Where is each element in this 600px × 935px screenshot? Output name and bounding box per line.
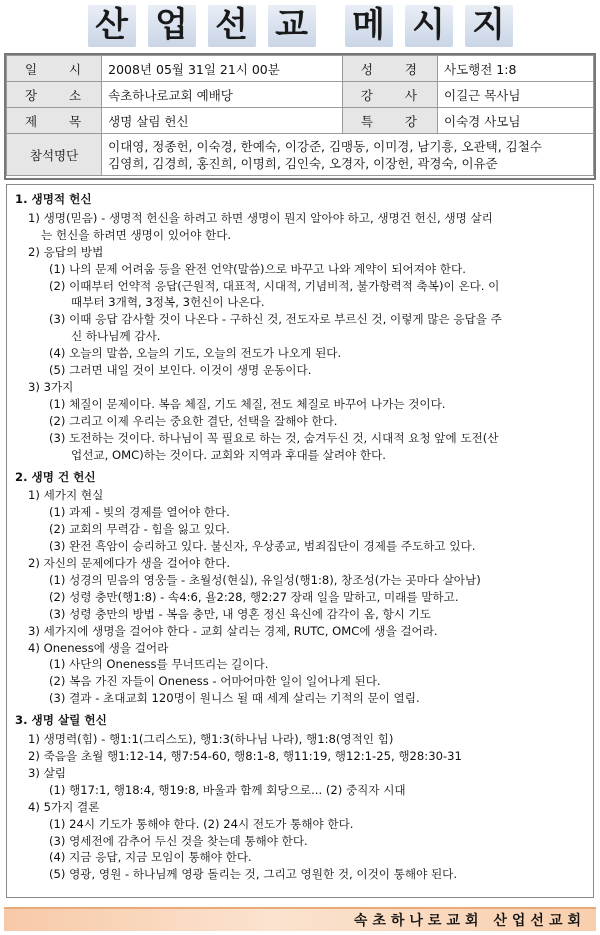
content-line: (3) 도전하는 것이다. 하나님이 꼭 필요로 하는 것, 숨겨두신 것, 시대적 요청 앞에 도전(산 — [49, 430, 499, 445]
info-row-place — [7, 82, 594, 108]
content-line: (1) 사단의 Oneness를 무너뜨리는 길이다. — [49, 657, 269, 672]
section-lines — [15, 210, 587, 464]
content-line: (1) 체질이 문제이다. 복음 체질, 기도 체질, 전도 체질로 바꾸어 나가는 것이다. — [49, 396, 446, 411]
special-value: 이숙경 사모님 — [438, 108, 594, 134]
content-line: (4) 지금 응답, 지금 모임이 통해야 한다. — [49, 850, 252, 865]
content-line: (1) 24시 기도가 통해야 한다. (2) 24시 전도가 통해야 한다. — [49, 816, 354, 831]
speaker-value: 이길근 목사님 — [438, 82, 594, 108]
title-char: 선 — [205, 2, 259, 48]
info-table — [6, 55, 594, 176]
content-line: (2) 성령 충만(행1:8) - 속4:6, 욜2:28, 행2:27 장래 일을 말하고, 미래를 말하고. — [49, 589, 459, 604]
content-line: (3) 성령 충만의 방법 - 복음 충만, 내 영혼 정신 육신에 감각이 옴, 항시 기도 — [49, 606, 431, 621]
sermon-content — [6, 184, 594, 898]
title-char: 업 — [145, 2, 199, 48]
info-row-attendees — [7, 134, 594, 176]
title-banner — [0, 0, 600, 50]
content-line: 때부터 3개혁, 3정복, 3헌신이 나온다. — [71, 295, 265, 310]
attendees-line: 김영희, 김경희, 홍진희, 이명희, 김인숙, 오경자, 이장헌, 곽경숙, 이유준 — [108, 155, 498, 171]
date-label: 일 시 — [7, 56, 102, 82]
content-line: 4) Oneness에 생을 걸어라 — [28, 640, 169, 655]
content-line: 업선교, OMC)하는 것이다. 교회와 지역과 후대를 살려야 한다. — [71, 447, 386, 462]
attendees-line: 이대영, 정종헌, 이숙경, 한예숙, 이강준, 김맹동, 이미경, 남기흥, 오관택, 김철수 — [108, 138, 542, 154]
place-value: 속초하나로교회 예배당 — [102, 82, 343, 108]
title-char: 메 — [342, 2, 396, 48]
content-line: 1) 생명(믿음) - 생명적 헌신을 하려고 하면 생명이 뭔지 알아야 하고, 생명건 헌신, 생명 살리 — [28, 210, 493, 225]
content-line: (5) 영광, 영원 - 하나님께 영광 돌리는 것, 그리고 영원한 것, 이것이 통해야 된다. — [49, 867, 458, 882]
content-line: (2) 복음 가진 자들이 Oneness - 어마어마한 일이 일어나게 된다. — [49, 674, 381, 689]
section-title: 3. 생명 살릴 헌신 — [15, 713, 107, 728]
content-line: 3) 세가지에 생명을 걸어야 한다 - 교회 살리는 경제, RUTC, OMC에 생을 걸어라. — [28, 623, 438, 638]
title-char: 지 — [462, 2, 516, 48]
info-row-topic — [7, 108, 594, 134]
section-title: 2. 생명 건 헌신 — [15, 469, 96, 484]
place-label: 장 소 — [7, 82, 102, 108]
content-line: (1) 나의 문제 어려움 등을 완전 언약(말씀)으로 바꾸고 나와 계약이 되어져야 한다. — [49, 261, 466, 276]
title-char: 산 — [85, 2, 139, 48]
verse-value: 사도행전 1:8 — [438, 56, 594, 82]
content-line: 3) 3가지 — [28, 379, 74, 394]
section-3 — [15, 712, 587, 883]
content-line: (1) 행17:1, 행18:4, 행19:8, 바울과 함께 회당으로... (2) 중직자 시대 — [49, 782, 406, 797]
content-line: (2) 교회의 무력감 - 힘을 잃고 있다. — [49, 522, 230, 537]
content-line: (1) 성경의 믿음의 영웅들 - 초월성(현실), 유일성(행1:8), 창조성(가는 곳마다 살아남) — [49, 572, 481, 587]
footer-banner — [4, 907, 596, 931]
footer-text: 속초하나로교회 산업선교회 — [353, 913, 586, 929]
attendees-label: 참석명단 — [7, 134, 102, 176]
content-line: 2) 자신의 문제에다가 생을 걸어야 한다. — [28, 556, 231, 571]
section-1 — [15, 191, 587, 464]
speaker-label: 강 사 — [342, 82, 437, 108]
section-title: 1. 생명적 헌신 — [15, 192, 92, 206]
content-line: 2) 응답의 방법 — [28, 244, 104, 259]
content-line: (3) 완전 흑암이 승리하고 있다. 불신자, 우상종교, 범죄집단이 경제를 주도하고 있다. — [49, 539, 476, 554]
content-line: 2) 죽음을 초월 행1:12-14, 행7:54-60, 행8:1-8, 행11:19, 행12:1-25, 행28:30-31 — [28, 749, 462, 763]
section-lines — [15, 731, 587, 883]
date-value: 2008년 05월 31일 21시 00분 — [102, 56, 343, 82]
verse-label: 성 경 — [342, 56, 437, 82]
content-line: (4) 오늘의 말씀, 오늘의 기도, 오늘의 전도가 나오게 된다. — [49, 346, 342, 361]
content-line: (3) 결과 - 초대교회 120명이 원니스 될 때 세계 살리는 기적의 문이 열림. — [49, 691, 420, 706]
title-char: 교 — [265, 2, 319, 48]
content-line: (3) 영세전에 감추어 두신 것을 찾는데 통해야 한다. — [49, 833, 308, 848]
content-line: 는 헌신을 하려면 생명이 있어야 한다. — [41, 227, 232, 242]
content-line: (1) 과제 - 빚의 경제를 열어야 한다. — [49, 505, 230, 520]
content-line: 4) 5가지 결론 — [28, 799, 100, 814]
content-line: (3) 이때 응답 감사할 것이 나온다 - 구하신 것, 전도자로 부르신 것, 이렇게 많은 응답을 주 — [49, 312, 502, 327]
content-line: (2) 이때부터 언약적 응답(근원적, 대표적, 시대적, 기념비적, 불가항력적 축복)이 온다. 이 — [49, 278, 500, 293]
topic-label: 제 목 — [7, 108, 102, 134]
title-char: 시 — [402, 2, 456, 48]
topic-value: 생명 살림 헌신 — [102, 108, 343, 134]
content-line: (2) 그리고 이제 우리는 중요한 결단, 선택을 잘해야 한다. — [49, 413, 338, 428]
special-label: 특 강 — [342, 108, 437, 134]
info-row-date — [7, 56, 594, 82]
content-line: 1) 세가지 현실 — [28, 488, 104, 503]
section-lines — [15, 487, 587, 707]
content-line: (5) 그러면 내일 것이 보인다. 이것이 생명 운동이다. — [49, 363, 312, 378]
content-line: 1) 생명력(힘) - 행1:1(그리스도), 행1:3(하나님 나라), 행1:8(영적인 힘) — [28, 732, 394, 747]
content-line: 3) 살림 — [28, 765, 66, 780]
content-line: 신 하나님께 감사. — [71, 329, 161, 344]
attendees-list — [102, 134, 594, 176]
section-2 — [15, 469, 587, 708]
